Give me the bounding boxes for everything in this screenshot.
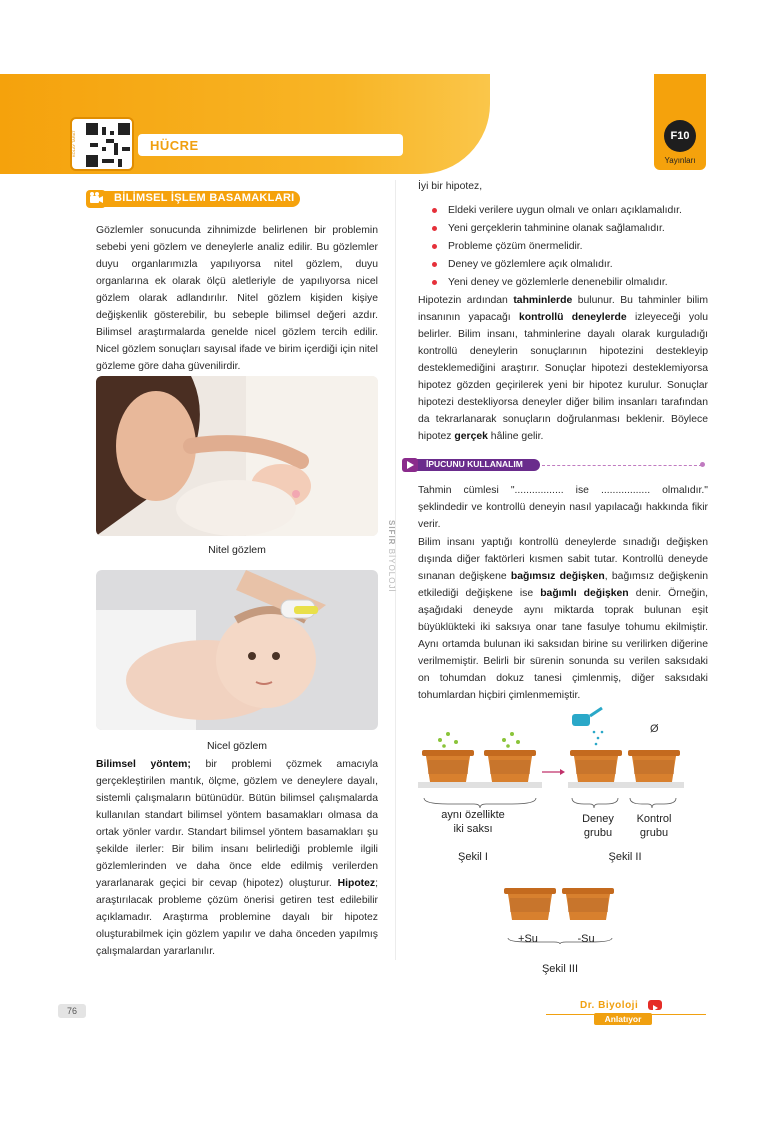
label-same-pots-line2: iki saksı [453,823,493,835]
seed-sprouts-icon [438,732,520,748]
play-button-icon [648,1000,662,1010]
section-title: BİLİMSEL İŞLEM BASAMAKLARI [114,192,295,204]
text-variables-a: Bilim insanı yaptığı kontrollü deneylerde sınadığı değişken dışında diğer faktörleri kısmen sabit tutar. Kontrollü deneyde sınanan değişkene [418,537,708,582]
figure-3-label: Şekil III [541,963,579,975]
bold-dependent-variable: bağımlı değişken [540,588,629,599]
figure-1-label: Şekil I [458,851,488,863]
photo-quantitative-observation [96,570,378,730]
caption-qualitative: Nitel gözlem [208,544,266,556]
label-experiment-line2: grubu [583,827,613,839]
brand-title: Dr. Biyoloji [580,1000,639,1011]
bold-independent-variable: bağımsız değişken [510,571,605,582]
chapter-title: HÜCRE [150,138,199,153]
tip-text: Tahmin cümlesi "................. ise ................. olmalıdır." şeklindedir ve kontrollü deneyin nasıl yapılacağı hakkında fikir verir. [418,485,708,530]
bold-controlled-experiments: kontrollü deneylerde [519,312,627,323]
label-control-group [626,812,682,840]
list-item: Deney ve gözlemlere açık olmalıdır. [430,256,682,274]
bold-fact: gerçek [454,431,488,442]
bold-predictions: tahminlerde [513,295,573,306]
watering-can-icon [572,708,603,745]
sidebar-text: BİYOLOJİ [387,548,396,593]
brand-subtitle: Anlatıyor [594,1013,652,1025]
caption-quantitative [96,740,378,752]
text-predictions-d: hâline gelir. [487,431,544,442]
sidebar-bold: SIFIR [387,520,396,546]
brace-experiment-group [572,798,618,808]
bold-scientific-method: Bilimsel yöntem; [96,759,191,770]
list-item: Eldeki verilere uygun olmalı ve onları açıklamalıdır. [430,202,682,220]
list-item: Probleme çözüm önermelidir. [430,238,682,256]
pot-icon [570,750,622,782]
pot-icon [628,750,680,782]
text-predictions-b: bulunur. Bu tahminler bilim insanının yapacağı [418,295,708,323]
list-item: Yeni gerçeklerin tahminine olanak sağlamalıdır. [430,220,682,238]
list-item: Yeni deney ve gözlemlerle denenebilir olmalıdır. [430,274,682,292]
video-icon [86,190,106,208]
label-experiment-group [570,812,626,840]
text-predictions-a: Hipotezin ardından [418,295,514,306]
pot-icon [422,750,474,782]
caption-quantitative-text: Nicel gözlem [206,740,268,752]
label-plus-water: +Su [518,933,538,945]
tip-end-dot [700,462,705,467]
label-experiment-line1: Deney [582,813,614,825]
label-same-pots-line1: aynı özellikte [441,809,505,821]
pot-icon [562,888,614,920]
text-variables-c: denir. Örneğin, aşağıdaki deneyde aynı miktarda toprak bulunan eşit büyüklükteki iki saksıya onar tane fasulye tohumu ekilmiştir. Aynı ortamda bulunan iki saksıdan birine su verilirken diğerine verilmemiştir. Belirli bir sürenin sonunda su verilen saksıdaki on tohumdan dokuz tanesi çimlenmiş, diğer saksıdaki tohumlardan hiçbiri çimlenmemiştir. [418,588,708,701]
text-predictions-c: izleyeceği yolu belirler. Bilim insanı, tahminlerine dayalı olarak kurguladığı kontrollü deneylerin sonuçlarının hipotezini destekleyip desteklemediğini araştırır. Sonuçlar hipotezi desteklemiyorsa hipotez gözden geçirilerek yeni bir hipotez kurulur. Sonuçlar hipotezi destekliyorsa deneyler diğer bilim insanları tarafından da tekrarlanarak sonuçların doğrulanması beklenir. Böylece hipotez [418,312,708,442]
hypothesis-criteria-list [430,202,682,292]
paragraph-observation: Gözlemler sonucunda zihnimizde belirlenen bir problemin sebebi yeni gözlem ve deneylerle analiz edilir. Bu gözlemler duyu organlarımızla yapılıyorsa nitel gözlem, duyu organlarına ek olarak ölçü aletleriyle de yapılıyorsa nicel gözlem olarak adlandırılır. Nitel gözlem kişiden kişiye değişkenlik gösterebilir, bu sebeple bilimsel değeri azdır. Bilimsel araştırmalarda genelde nicel gözlem tercih edilir. Nicel gözlem sonuçları sayısal ifade ve birim içerdiği için nitel gözleme göre daha güvenilirdir. [96,225,378,372]
qr-pattern-icon [86,123,130,167]
label-same-pots [430,808,516,836]
qr-side-label: KOLAY TARAT [71,130,76,158]
pot-icon [504,888,556,920]
photo-qualitative-observation [96,376,378,536]
bold-hypothesis: Hipotez [337,878,376,889]
label-minus-water: -Su [577,933,595,945]
pot-icon [484,750,536,782]
text-variables-b: , bağımsız değişkenin etkilediği değişkene ise [418,571,709,599]
tip-title: İPUCUNU KULLANALIM [426,459,523,469]
text-scientific-method-a: bir problemi çözmek amacıyla gerçekleştirilen mantık, ölçme, gözlem ve deneylere dayalı, sistemli çalışmaların bütünüdür. Bütün bilimsel çalışmalarda kullanılan standart bilimsel yöntem basamakları olmasa da ortak yönler vardır. Standart bilimsel yöntem basamakları şu şekilde ilerler: Bir bilim insanı belirlediği problemle ilgili gözlemlerinden ve daha önce elde edilmiş verilerden yararlanarak geçici bir cevap (hipotez) oluşturur. [96,759,378,889]
empty-set-symbol: Ø [650,723,659,735]
play-icon [402,458,418,472]
brace-control-group [630,798,676,808]
label-control-line2: grubu [639,827,669,839]
tip-header [402,458,712,472]
text-scientific-method-b: ; araştırılacak probleme çözüm önerisi getiren test edilebilir açıklamadır. Araştırma problemine dayalı bir hipotez oluşturabilmek için gözlem yapılır ve daha önceden yapılmış çalışmalardan yararlanılır. [96,878,378,957]
publisher-logo: F10 [664,120,696,152]
section-header [86,190,300,208]
publisher-name: Yayınları [664,156,696,165]
paragraph-predictions [418,292,708,445]
sidebar-series-label [384,520,396,640]
hypothesis-intro: İyi bir hipotez, [418,181,483,192]
paragraph-scientific-method [96,756,378,960]
page-number: 76 [58,1004,86,1018]
brace-same-pots [424,798,536,808]
label-control-line1: Kontrol [636,813,672,825]
paragraph-variables [418,534,708,704]
figure-2-label: Şekil II [608,851,642,863]
tip-dashed-line [542,465,702,466]
